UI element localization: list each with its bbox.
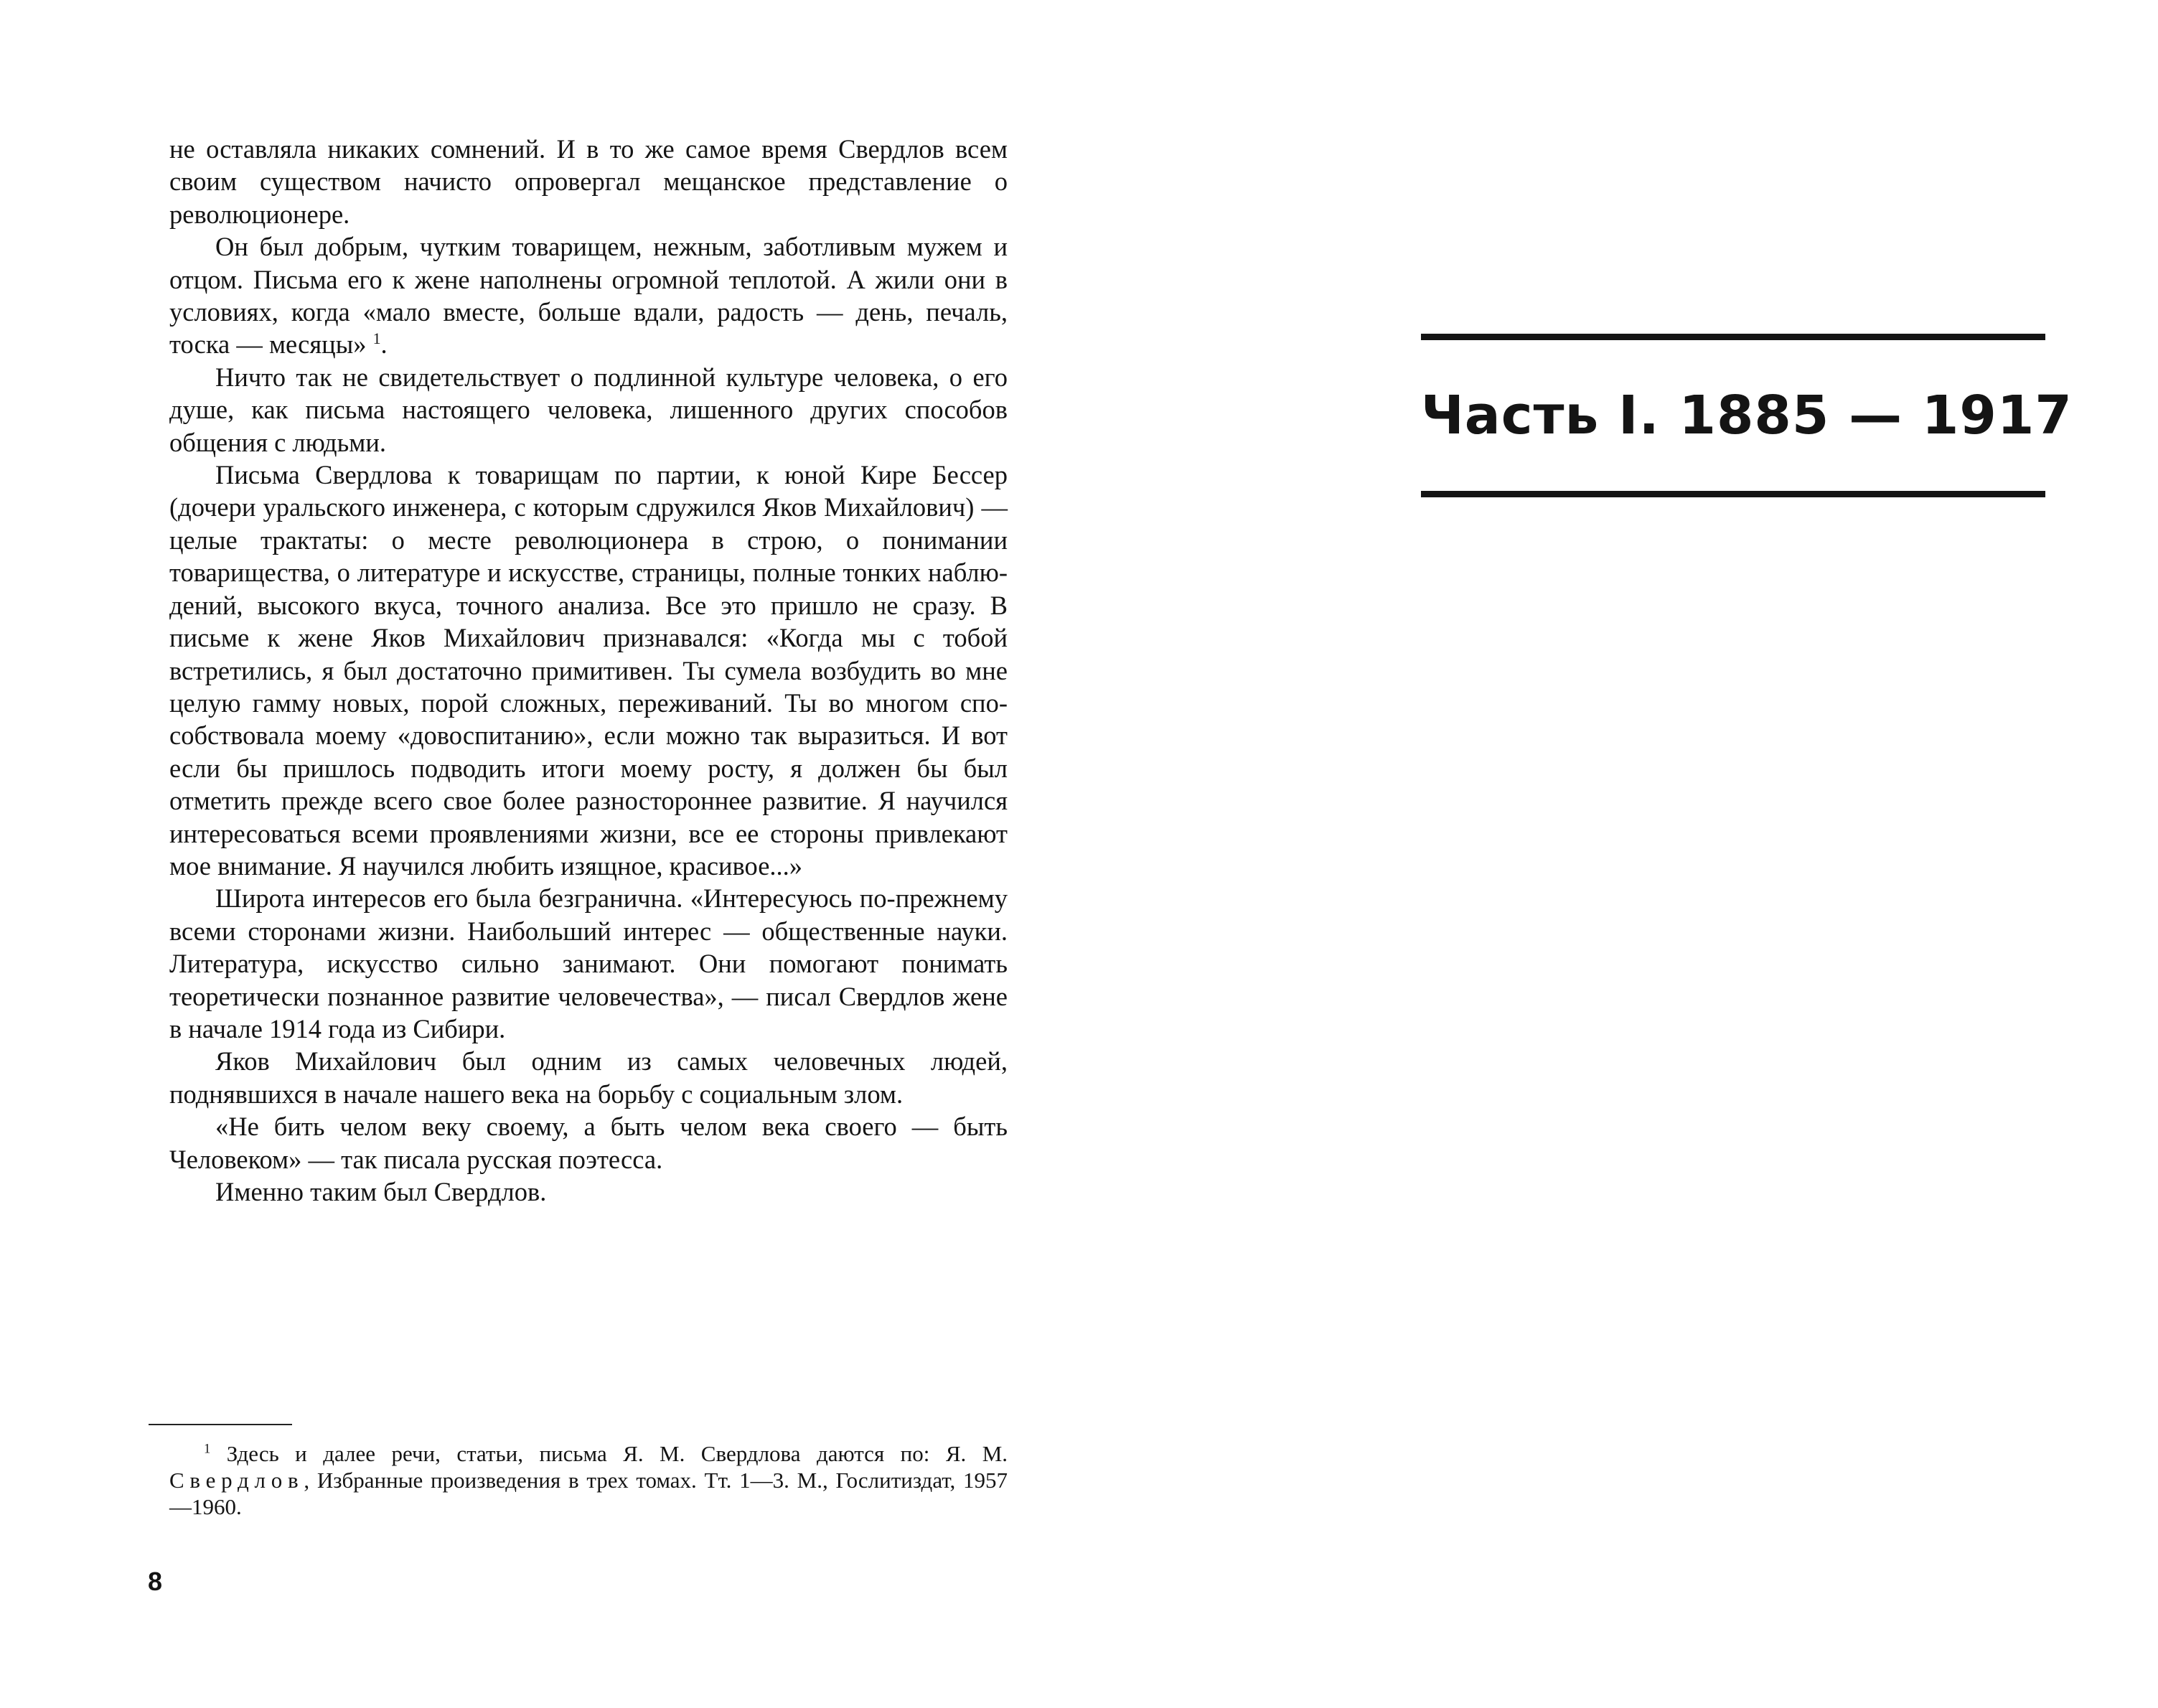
footnote [169,1440,1008,1520]
paragraph-1: не оставляла никаких сомнений. И в то же самое время Свердлов всем своим существом начисто опровергал мещанское представление о революционере. [169,134,1008,229]
right-page-part-heading [1421,334,2073,497]
footnote-text-start: Здесь и далее речи, статьи, письма Я. М. Свердлова даются по: Я. М. [226,1441,1008,1466]
page-number: 8 [148,1567,163,1596]
footnote-divider [149,1424,292,1425]
paragraph-4: Письма Свердлова к товарищам по партии, к юной Кире Бессер (дочери уральского инженера, с которым сдружился Яков Михайлович) — целые трактаты: о месте революционера в строю, о понимании товарищества, о литературе и искусстве, страницы, полные тонких наблюдений, высокого вкуса, точного анализа. Все это пришло не сразу. В письме к жене Яков Михайлович признавался: «Когда мы с тобой встретились, я был достаточно примитивен. Ты сумела возбудить во мне целую гамму новых, порой сложных, переживаний. Ты во многом способствовала моему «довоспитанию», если можно так выразиться. И вот если бы пришлось подводить итоги моему росту, я должен бы был отметить прежде всего свое более разностороннее развитие. Я научился интересоваться всеми проявлениями жизни, все ее стороны привлекают мое внимание. Я научился любить изящное, красивое...» [169,460,1008,881]
footnote-marker: 1 [204,1441,211,1457]
top-rule [1421,334,2045,340]
paragraph-2-text: Он был добрым, чутким товарищем, нежным, заботливым мужем и отцом. Письма его к жене наполнены огромной теплотой. А жили они в условиях, когда «мало вместе, больше вдали, радость — день, печаль, тоска — месяцы» [169,232,1008,360]
paragraph-8: Именно таким был Свердлов. [215,1177,547,1206]
paragraph-5: Широта интересов его была безгранична. «Интересуюсь по-прежнему всеми сторонами жизни. Наибольший интерес — общественные науки. Литература, искусство сильно занимают. Они помогают понимать теоретически познанное развитие человечества», — писал Свердлов жене в начале 1914 года из Сибири. [169,883,1008,1043]
paragraph-6: Яков Михайлович был одним из самых человечных людей, поднявшихся в начале нашего века на борьбу с социальным злом. [169,1046,1008,1109]
part-title: Часть I. 1885 — 1917 [1421,385,2073,446]
bottom-rule [1421,491,2045,497]
paragraph-3: Ничто так не свидетельствует о подлинной культуре человека, о его душе, как письма настоящего человека, лишенного других способов общения с людьми. [169,362,1008,457]
left-page-body [169,133,1008,1208]
footnote-reference: 1 [372,329,381,348]
footnote-text-end: , Избранные произведения в трех томах. Тт. 1—3. М., Гослитиздат, 1957—1960. [169,1468,1008,1519]
footnote-author: Свердлов [169,1468,304,1493]
paragraph-2: Он был добрым, чутким товарищем, нежным, заботливым мужем и отцом. Письма его к жене наполнены огромной теплотой. А жили они в условиях, когда «мало вместе, больше вдали, радость — день, печаль, тоска — месяцы» $^1$. [169,232,1008,360]
paragraph-7: «Не бить челом веку своему, а быть челом века своего — быть Человеком» — так писала русская поэтесса. [169,1112,1008,1174]
